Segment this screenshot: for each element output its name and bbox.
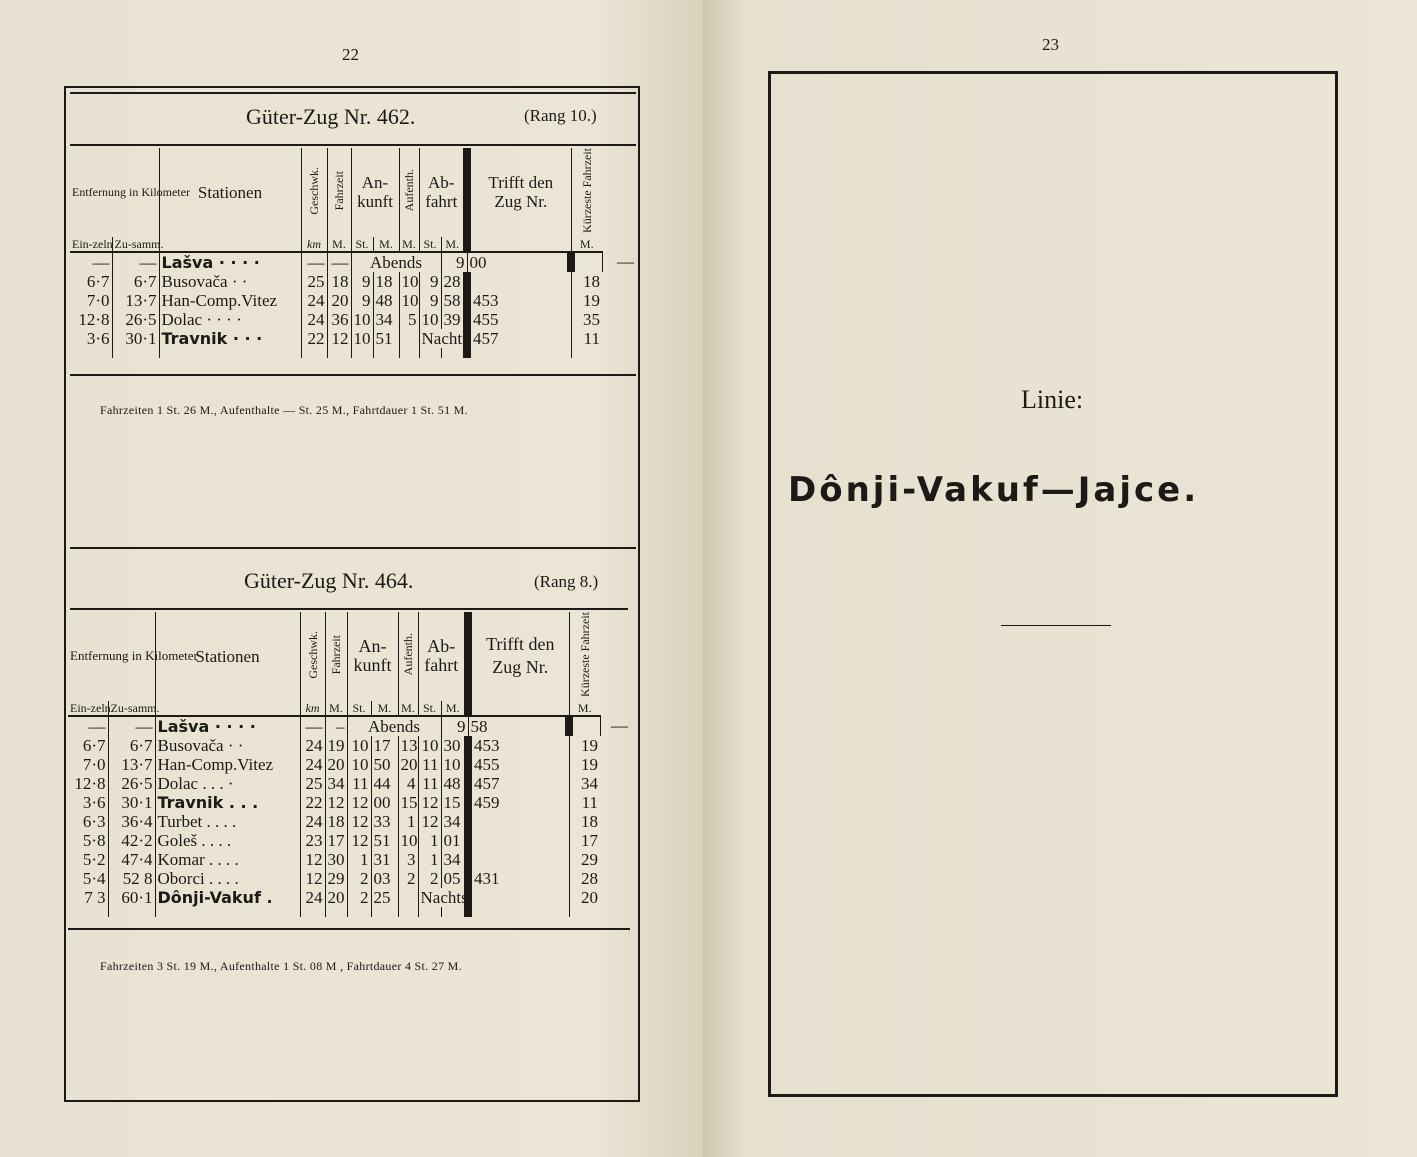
cell-ab-m: 05 [441, 869, 468, 888]
cell-an-st: Abends [347, 716, 441, 736]
table-row [68, 812, 630, 831]
cell-zug [468, 888, 569, 907]
cell-ab-st: 9 [419, 272, 441, 291]
decorative-rule [1001, 625, 1111, 626]
cell-zug: 431 [468, 869, 569, 888]
cell-station: Busovača · · [157, 735, 244, 755]
cell-ab-m: 00 [467, 252, 571, 272]
cell-zug [468, 812, 569, 831]
table-row [68, 869, 630, 888]
cell-geschwk: 24 [300, 812, 325, 831]
unit-kuerzeste-m: M. [569, 701, 600, 716]
cell-kuerzeste: 18 [571, 272, 602, 291]
header-fahrzeit: Fahrzeit [325, 612, 347, 701]
cell-ab-st: 1 [418, 850, 441, 869]
cell-zug [468, 831, 569, 850]
cell-an-m: 18 [373, 272, 399, 291]
cell-ab-m: 10 [441, 755, 468, 774]
spacer-cell [468, 907, 569, 917]
table-row [68, 850, 630, 869]
cell-aufenth: 20 [398, 755, 418, 774]
cell-fahrzeit: 30 [325, 850, 347, 869]
spacer-cell [351, 348, 373, 358]
cell-zusamm: 60·1 [108, 888, 155, 907]
cell-an-st: 12 [347, 812, 371, 831]
cell-fahrzeit: — [327, 252, 351, 272]
spacer-cell [441, 348, 467, 358]
cell-zug: 455 [468, 755, 569, 774]
cell-zusamm: 36·4 [108, 812, 155, 831]
cell-an-m: 50 [371, 755, 398, 774]
cell-ab-m: 34 [441, 850, 468, 869]
train-464-header-rule [70, 608, 628, 610]
cell-geschwk: 24 [300, 888, 325, 907]
cell-einzeln: — [70, 252, 112, 272]
cell-ab-m: 58 [441, 291, 467, 310]
spacer-row [70, 348, 636, 358]
cell-station: Lašva · · · · [161, 252, 260, 272]
top-rule [70, 92, 636, 94]
cell-zusamm: 47·4 [108, 850, 155, 869]
cell-station: Dolac . . . · [157, 773, 234, 793]
title-frame [768, 71, 1338, 1097]
cell-zusamm: — [108, 716, 155, 736]
cell-aufenth: 15 [398, 793, 418, 812]
header-fahrzeit: Fahrzeit [327, 148, 351, 237]
cell-einzeln: 6·7 [70, 272, 112, 291]
cell-station: Han-Comp.Vitez [157, 754, 274, 774]
unit-abfahrt-st: St. [418, 701, 441, 716]
cell-aufenth: 1 [398, 812, 418, 831]
cell-kuerzeste: 19 [569, 736, 600, 755]
spacer-cell [371, 907, 398, 917]
cell-ab-st: 1 [418, 831, 441, 850]
cell-ab-st: 11 [418, 755, 441, 774]
cell-an-st: Abends [351, 252, 441, 272]
cell-aufenth: 10 [399, 291, 419, 310]
cell-aufenth: 10 [398, 831, 418, 850]
unit-km: km [301, 237, 327, 252]
header-einzeln: Ein-zeln [72, 236, 113, 251]
cell-fahrzeit: – [325, 716, 347, 736]
train-462-table [70, 148, 636, 358]
cell-zug [571, 252, 602, 272]
cell-geschwk: 12 [300, 869, 325, 888]
unit-trifft [467, 237, 571, 252]
cell-geschwk: 24 [300, 736, 325, 755]
header-trifft: Trifft den Zug Nr. [468, 612, 569, 701]
cell-ab-m: 48 [441, 774, 468, 793]
cell-einzeln: 7·0 [68, 755, 108, 774]
cell-fahrzeit: 20 [325, 888, 347, 907]
spacer-cell [108, 907, 155, 917]
cell-aufenth: 3 [398, 850, 418, 869]
cell-an-st: 12 [347, 793, 371, 812]
train-464-summary: Fahrzeiten 3 St. 19 M., Aufenthalte 1 St. 08 M , Fahrtdauer 4 St. 27 M. [100, 959, 462, 973]
cell-zug [569, 716, 600, 736]
spacer-cell [398, 907, 418, 917]
cell-ab-st: 10 [419, 310, 441, 329]
cell-zug [467, 272, 571, 291]
cell-an-m: 25 [371, 888, 398, 907]
table-row [70, 329, 636, 348]
cell-an-st: 10 [347, 736, 371, 755]
spacer-cell [347, 907, 371, 917]
cell-kuerzeste: 28 [569, 869, 600, 888]
cell-einzeln: 5·8 [68, 831, 108, 850]
cell-zusamm: 30·1 [108, 793, 155, 812]
cell-ab-st: 9 [441, 716, 468, 736]
cell-einzeln: 7·0 [70, 291, 112, 310]
cell-station: Turbet . . . . [157, 811, 237, 831]
cell-zusamm: 26·5 [112, 310, 159, 329]
header-kuerzeste: Kürzeste Fahrzeit [569, 612, 600, 701]
cell-aufenth [399, 329, 419, 348]
cell-ab-st: 10 [418, 736, 441, 755]
cell-station: Travnik · · · [161, 328, 263, 348]
cell-kuerzeste: — [602, 252, 636, 272]
linie-label: Linie: [1021, 385, 1084, 414]
cell-geschwk: 24 [301, 310, 327, 329]
unit-fahrzeit-m: M. [327, 237, 351, 252]
cell-geschwk: 25 [301, 272, 327, 291]
cell-geschwk: — [300, 716, 325, 736]
cell-ab-st: Nachts [418, 888, 468, 907]
table-row [68, 716, 630, 736]
cell-zusamm: 13·7 [112, 291, 159, 310]
cell-ab-st: 9 [441, 252, 467, 272]
cell-fahrzeit: 20 [327, 291, 351, 310]
cell-an-st: 2 [347, 888, 371, 907]
cell-zusamm: 26·5 [108, 774, 155, 793]
header-abfahrt: Ab-fahrt [418, 612, 468, 701]
cell-station: Komar . . . . [157, 849, 239, 869]
spacer-cell [327, 348, 351, 358]
cell-an-st: 9 [351, 272, 373, 291]
cell-kuerzeste: 35 [571, 310, 602, 329]
left-page [0, 0, 703, 1157]
cell-geschwk: 24 [300, 755, 325, 774]
cell-geschwk: 22 [301, 329, 327, 348]
cell-an-m: 51 [373, 329, 399, 348]
cell-kuerzeste: — [600, 716, 630, 736]
cell-einzeln: 3·6 [70, 329, 112, 348]
route-title: Dônji-Vakuf—Jajce. [788, 470, 1200, 510]
train-464-table [68, 612, 630, 917]
cell-ab-st: 9 [419, 291, 441, 310]
cell-zug: 455 [467, 310, 571, 329]
cell-zusamm: 52 8 [108, 869, 155, 888]
unit-aufenth-m: M. [398, 701, 418, 716]
cell-an-m: 51 [371, 831, 398, 850]
table-row [68, 888, 630, 907]
cell-kuerzeste: 19 [571, 291, 602, 310]
cell-ab-st: 12 [418, 793, 441, 812]
cell-aufenth: 4 [398, 774, 418, 793]
cell-station: Lašva · · · · [157, 716, 256, 736]
cell-fahrzeit: 19 [325, 736, 347, 755]
cell-aufenth: 2 [398, 869, 418, 888]
cell-ab-m: 39 [441, 310, 467, 329]
cell-fahrzeit: 18 [327, 272, 351, 291]
cell-zusamm: 6·7 [108, 736, 155, 755]
spacer-cell [569, 907, 600, 917]
cell-kuerzeste: 17 [569, 831, 600, 850]
cell-kuerzeste: 19 [569, 755, 600, 774]
header-ankunft: An-kunft [351, 148, 399, 237]
cell-fahrzeit: 12 [325, 793, 347, 812]
cell-aufenth: 5 [399, 310, 419, 329]
unit-km: km [300, 701, 325, 716]
cell-station: Dolac · · · · [161, 309, 242, 329]
cell-einzeln: 7 3 [68, 888, 108, 907]
unit-kuerzeste-m: M. [571, 237, 602, 252]
cell-fahrzeit: 17 [325, 831, 347, 850]
unit-aufenth-m: M. [399, 237, 419, 252]
train-462-bottom-rule [70, 374, 636, 376]
cell-ab-st: Nachts [419, 329, 467, 348]
header-aufenth: Aufenth. [398, 612, 418, 701]
spacer-cell [112, 348, 159, 358]
spacer-cell [419, 348, 441, 358]
header-abfahrt: Ab-fahrt [419, 148, 467, 237]
page-number-right: 23 [1042, 35, 1059, 54]
header-empty [155, 701, 300, 716]
cell-kuerzeste: 11 [571, 329, 602, 348]
spacer-cell [418, 907, 441, 917]
cell-an-m: 31 [371, 850, 398, 869]
cell-zug: 457 [467, 329, 571, 348]
header-kuerzeste: Kürzeste Fahrzeit [571, 148, 602, 237]
page-number-left: 22 [342, 45, 359, 64]
spacer-cell [301, 348, 327, 358]
cell-einzeln: 12·8 [68, 774, 108, 793]
section-divider [70, 547, 636, 549]
table-row [70, 310, 636, 329]
header-empty [159, 237, 301, 252]
unit-abfahrt-m: M. [441, 237, 467, 252]
cell-ab-m: 01 [441, 831, 468, 850]
spacer-cell [399, 348, 419, 358]
cell-fahrzeit: 34 [325, 774, 347, 793]
header-zusamm: Zu-samm. [112, 237, 159, 252]
cell-an-st: 2 [347, 869, 371, 888]
train-464-bottom-rule [68, 928, 630, 930]
cell-ab-m: 30 [441, 736, 468, 755]
header-aufenth: Aufenth. [399, 148, 419, 237]
unit-ankunft-st: St. [351, 237, 373, 252]
header-zusamm: Zu-samm. [108, 701, 155, 716]
cell-ab-m: 58 [468, 716, 569, 736]
train-462-title: Güter-Zug Nr. 462. [246, 104, 416, 129]
cell-zusamm: — [112, 252, 159, 272]
train-464-rang: (Rang 8.) [534, 572, 599, 591]
header-geschwk: Geschwk. [300, 612, 325, 701]
spacer-cell [159, 348, 301, 358]
unit-ankunft-m: M. [371, 701, 398, 716]
cell-zug: 459 [468, 793, 569, 812]
train-464-title: Güter-Zug Nr. 464. [244, 568, 414, 593]
cell-fahrzeit: 18 [325, 812, 347, 831]
cell-zug: 457 [468, 774, 569, 793]
cell-an-m: 34 [373, 310, 399, 329]
spacer-cell [155, 907, 300, 917]
table-row [68, 755, 630, 774]
cell-station: Goleš . . . . [157, 830, 232, 850]
header-stationen: Stationen [195, 646, 260, 666]
cell-fahrzeit: 20 [325, 755, 347, 774]
cell-fahrzeit: 12 [327, 329, 351, 348]
cell-kuerzeste: 20 [569, 888, 600, 907]
table-row [68, 774, 630, 793]
cell-an-st: 10 [351, 310, 373, 329]
cell-an-m: 44 [371, 774, 398, 793]
cell-an-st: 10 [351, 329, 373, 348]
cell-zug: 453 [467, 291, 571, 310]
cell-an-st: 10 [347, 755, 371, 774]
cell-geschwk: 24 [301, 291, 327, 310]
header-stationen: Stationen [197, 182, 263, 202]
cell-geschwk: 22 [300, 793, 325, 812]
unit-abfahrt-st: St. [419, 237, 441, 252]
cell-an-st: 11 [347, 774, 371, 793]
cell-einzeln: — [68, 716, 108, 736]
header-entfernung: Entfernung in Kilometer [70, 148, 159, 237]
cell-station: Oborci . . . . [157, 868, 239, 888]
cell-einzeln: 6·3 [68, 812, 108, 831]
spacer-cell [68, 907, 108, 917]
cell-station: Han-Comp.Vitez [161, 290, 278, 310]
cell-station: Travnik . . . [157, 792, 259, 812]
unit-fahrzeit-m: M. [325, 701, 347, 716]
unit-trifft [468, 701, 569, 716]
cell-geschwk: — [301, 252, 327, 272]
unit-ankunft-st: St. [347, 701, 371, 716]
spacer-cell [441, 907, 468, 917]
spacer-cell [373, 348, 399, 358]
cell-ab-st: 11 [418, 774, 441, 793]
cell-kuerzeste: 29 [569, 850, 600, 869]
cell-aufenth: 13 [398, 736, 418, 755]
unit-abfahrt-m: M. [441, 701, 468, 716]
cell-fahrzeit: 36 [327, 310, 351, 329]
cell-einzeln: 6·7 [68, 736, 108, 755]
cell-kuerzeste: 34 [569, 774, 600, 793]
cell-geschwk: 25 [300, 774, 325, 793]
spacer-cell [571, 348, 602, 358]
cell-einzeln: 5·2 [68, 850, 108, 869]
cell-ab-m: 15 [441, 793, 468, 812]
cell-aufenth: 10 [399, 272, 419, 291]
cell-zusamm: 13·7 [108, 755, 155, 774]
cell-einzeln: 3·6 [68, 793, 108, 812]
header-geschwk: Geschwk. [301, 148, 327, 237]
table-row [70, 252, 636, 272]
cell-an-m: 17 [371, 736, 398, 755]
cell-an-st: 9 [351, 291, 373, 310]
cell-zusamm: 6·7 [112, 272, 159, 291]
cell-station: Busovača · · [161, 271, 248, 291]
cell-kuerzeste: 18 [569, 812, 600, 831]
cell-zug: 453 [468, 736, 569, 755]
header-einzeln: Ein-zeln [70, 700, 111, 715]
cell-ab-m: 28 [441, 272, 467, 291]
cell-station: Dônji-Vakuf . [157, 887, 273, 907]
right-page [703, 0, 1417, 1157]
header-ankunft: An-kunft [347, 612, 398, 701]
table-row [70, 291, 636, 310]
header-trifft: Trifft den Zug Nr. [467, 148, 571, 237]
train-462-header-rule [70, 144, 636, 146]
spacer-cell [300, 907, 325, 917]
cell-an-m: 48 [373, 291, 399, 310]
cell-kuerzeste: 11 [569, 793, 600, 812]
unit-ankunft-m: M. [373, 237, 399, 252]
table-row [68, 831, 630, 850]
spacer-row [68, 907, 630, 917]
cell-geschwk: 12 [300, 850, 325, 869]
cell-fahrzeit: 29 [325, 869, 347, 888]
table-row [68, 793, 630, 812]
cell-einzeln: 5·4 [68, 869, 108, 888]
cell-einzeln: 12·8 [70, 310, 112, 329]
train-462-summary: Fahrzeiten 1 St. 26 M., Aufenthalte — St. 25 M., Fahrtdauer 1 St. 51 M. [100, 403, 468, 417]
cell-zug [468, 850, 569, 869]
cell-zusamm: 30·1 [112, 329, 159, 348]
cell-an-m: 00 [371, 793, 398, 812]
cell-an-st: 1 [347, 850, 371, 869]
cell-geschwk: 23 [300, 831, 325, 850]
cell-ab-m: 34 [441, 812, 468, 831]
cell-ab-st: 2 [418, 869, 441, 888]
cell-zusamm: 42·2 [108, 831, 155, 850]
spacer-cell [325, 907, 347, 917]
cell-ab-st: 12 [418, 812, 441, 831]
spacer-cell [70, 348, 112, 358]
train-462-rang: (Rang 10.) [524, 106, 597, 125]
cell-an-m: 33 [371, 812, 398, 831]
table-row [70, 272, 636, 291]
cell-aufenth [398, 888, 418, 907]
spacer-cell [467, 348, 571, 358]
cell-an-st: 12 [347, 831, 371, 850]
table-row [68, 736, 630, 755]
header-entfernung: Entfernung in Kilometer [68, 612, 155, 701]
cell-an-m: 03 [371, 869, 398, 888]
